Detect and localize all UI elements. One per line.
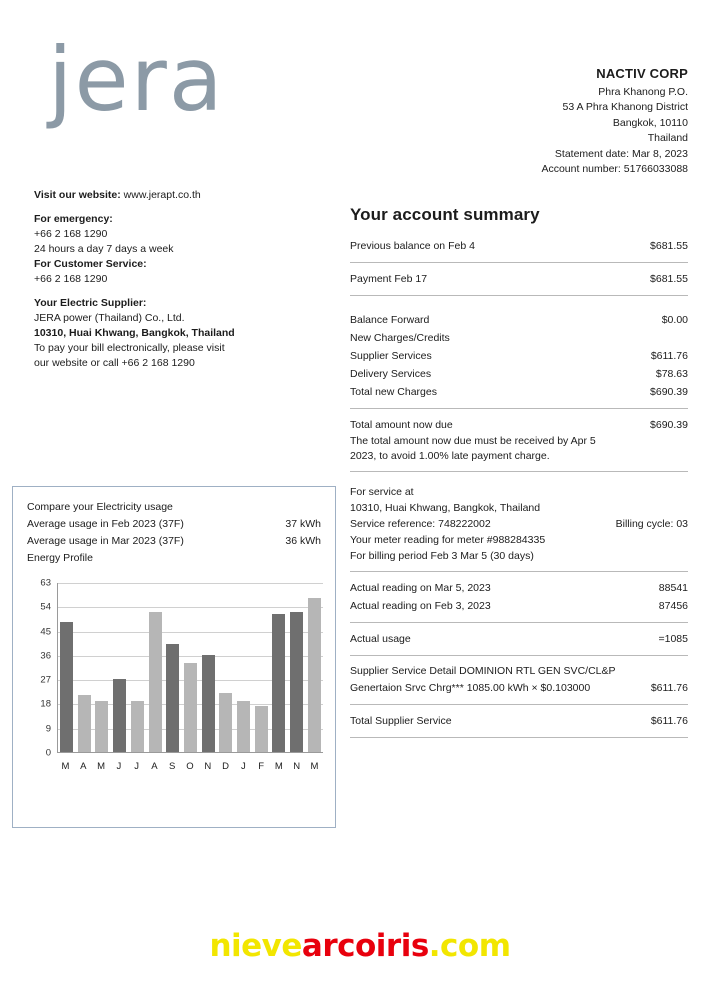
meter-reading-line: Your meter reading for meter #988284335 (350, 534, 546, 546)
chart-x-axis (57, 761, 323, 772)
x-tick-label: D (222, 761, 229, 772)
emergency-hours: 24 hours a day 7 days a week (34, 243, 174, 255)
x-tick-label: N (204, 761, 212, 772)
x-tick-label: J (134, 761, 139, 772)
address-line-3: Bangkok, 10110 (612, 116, 688, 129)
x-tick-label: S (169, 761, 176, 772)
statement-date: Statement date: Mar 8, 2023 (554, 147, 688, 160)
chart-bar (308, 598, 321, 752)
summary-row (350, 347, 688, 365)
chart-bar (78, 695, 91, 752)
reading-value: 87456 (658, 600, 688, 612)
for-service-at-label: For service at (350, 486, 414, 498)
chart-bar (131, 701, 144, 752)
x-tick-label: M (97, 761, 106, 772)
summary-row-label: Supplier Services (350, 350, 432, 362)
chart-plot (57, 583, 323, 753)
summary-row-label: Payment Feb 17 (350, 273, 428, 285)
summary-row-label: Delivery Services (350, 368, 432, 380)
average-usage-value: 36 kWh (285, 535, 321, 547)
contact-info-column (34, 188, 324, 380)
address-line-2: 53 A Phra Khanong District (562, 101, 688, 113)
account-summary-title: Your account summary (350, 205, 540, 224)
summary-row-value: $681.55 (650, 240, 688, 252)
customer-service-phone: +66 2 168 1290 (34, 273, 108, 285)
reading-value: 88541 (658, 582, 688, 594)
summary-row (350, 383, 688, 401)
chart-bar (113, 679, 126, 752)
y-tick-label: 9 (45, 723, 51, 735)
chart-y-axis (27, 577, 51, 759)
total-supplier-service-value: $611.76 (650, 715, 688, 727)
summary-row-value: $611.76 (650, 350, 688, 362)
summary-row (350, 365, 688, 383)
website-url[interactable]: www.jerapt.co.th (123, 189, 201, 201)
pay-line-2: our website or call +66 2 168 1290 (34, 357, 195, 369)
spacer (350, 303, 688, 311)
chart-bar (166, 644, 179, 752)
average-usage-label: Average usage in Mar 2023 (37F) (27, 535, 184, 547)
average-usage-value: 37 kWh (285, 518, 321, 530)
supplier-title: Your Electric Supplier: (34, 297, 147, 309)
summary-row (350, 270, 688, 288)
service-reference-value: 748222002 (438, 518, 491, 530)
chart-bars (60, 583, 321, 752)
summary-row-value: $0.00 (661, 314, 688, 326)
chart-bar (95, 701, 108, 752)
y-tick-label: 63 (40, 577, 51, 589)
total-amount-due-value: $690.39 (650, 419, 688, 431)
website-label: Visit our website: (34, 189, 121, 201)
y-tick-label: 27 (40, 674, 51, 686)
service-detail-section (350, 484, 688, 745)
x-tick-label: F (258, 761, 264, 772)
average-usage-row (27, 516, 321, 533)
billing-cycle-label-value (616, 516, 688, 532)
account-summary-section (350, 205, 688, 479)
x-tick-label: M (61, 761, 70, 772)
due-note-line-2: 2023, to avoid 1.00% late payment charge. (350, 450, 550, 462)
billing-period-line: For billing period Feb 3 Mar 5 (30 days) (350, 550, 534, 562)
watermark (0, 928, 720, 964)
company-name: NACTIV CORP (596, 66, 688, 81)
chart-bar (237, 701, 250, 752)
chart-bar (272, 614, 285, 752)
chart-bar (290, 612, 303, 752)
service-reference-label-value (350, 516, 491, 532)
reading-label: Actual reading on Mar 5, 2023 (350, 582, 491, 594)
y-tick-label: 54 (40, 601, 51, 613)
customer-service-title: For Customer Service: (34, 258, 147, 270)
emergency-block (34, 212, 324, 287)
generation-charge-value: $611.76 (650, 682, 688, 694)
y-tick-label: 36 (40, 650, 51, 662)
service-reference-label: Service reference: (350, 518, 436, 530)
total-amount-due-label: Total amount now due (350, 419, 453, 431)
account-number: Account number: 51766033088 (541, 163, 688, 175)
divider (350, 571, 688, 572)
summary-row (350, 311, 688, 329)
reading-row (350, 597, 688, 615)
x-tick-label: O (186, 761, 194, 772)
y-tick-label: 18 (40, 698, 51, 710)
total-supplier-service-row (350, 712, 688, 730)
summary-row-label: Total new Charges (350, 386, 437, 398)
service-address: 10310, Huai Khwang, Bangkok, Thailand (350, 502, 541, 514)
summary-row-value: $681.55 (650, 273, 688, 285)
generation-charge-label: Genertaion Srvc Chrg*** 1085.00 kWh × $0.103000 (350, 682, 591, 694)
actual-usage-label: Actual usage (350, 633, 411, 645)
supplier-address: 10310, Huai Khwang, Bangkok, Thailand (34, 327, 235, 339)
emergency-phone: +66 2 168 1290 (34, 228, 108, 240)
energy-profile-label: Energy Profile (27, 552, 93, 564)
chart-bar (202, 655, 215, 752)
supplier-name: JERA power (Thailand) Co., Ltd. (34, 312, 185, 324)
average-usage-label: Average usage in Feb 2023 (37F) (27, 518, 184, 530)
total-amount-due-row (350, 416, 688, 434)
watermark-part-a: nieve (209, 928, 302, 964)
service-reference-row (350, 516, 688, 532)
y-tick-label: 45 (40, 626, 51, 638)
website-line (34, 188, 324, 203)
pay-line-1: To pay your bill electronically, please visit (34, 342, 225, 354)
chart-bar (149, 612, 162, 752)
watermark-part-c: .com (428, 928, 511, 964)
divider (350, 471, 688, 472)
summary-row-label: New Charges/Credits (350, 332, 450, 344)
address-line-4: Thailand (647, 132, 688, 144)
divider (350, 737, 688, 738)
x-tick-label: M (274, 761, 283, 772)
chart-title: Compare your Electricity usage (27, 501, 173, 513)
jera-logo: jera (48, 28, 225, 131)
x-tick-label: A (80, 761, 87, 772)
x-tick-label: N (293, 761, 301, 772)
generation-charge-row (350, 679, 688, 697)
y-tick-label: 0 (45, 747, 51, 759)
summary-row (350, 329, 688, 347)
chart-bar (184, 663, 197, 752)
supplier-block (34, 296, 324, 371)
divider (350, 408, 688, 409)
account-header (358, 66, 688, 178)
emergency-title: For emergency: (34, 213, 113, 225)
chart-header (13, 487, 335, 567)
chart-bar (255, 706, 268, 752)
billing-cycle-value: 03 (676, 518, 688, 530)
divider (350, 295, 688, 296)
divider (350, 704, 688, 705)
summary-row (350, 237, 688, 255)
x-tick-label: A (151, 761, 158, 772)
actual-usage-row (350, 630, 688, 648)
x-tick-label: M (310, 761, 319, 772)
chart-plot-area (27, 577, 323, 789)
chart-bar (60, 622, 73, 752)
due-note-line-1: The total amount now due must be received by Apr 5 (350, 435, 596, 447)
divider (350, 655, 688, 656)
billing-cycle-label: Billing cycle: (615, 518, 674, 530)
reading-label: Actual reading on Feb 3, 2023 (350, 600, 491, 612)
reading-row (350, 579, 688, 597)
divider (350, 622, 688, 623)
watermark-part-b: arcoiris (301, 928, 429, 964)
average-usage-row (27, 533, 321, 550)
summary-row-label: Balance Forward (350, 314, 430, 326)
chart-bar (219, 693, 232, 752)
summary-row-value: $78.63 (655, 368, 688, 380)
summary-row-label: Previous balance on Feb 4 (350, 240, 475, 252)
divider (350, 262, 688, 263)
summary-row-value: $690.39 (650, 386, 688, 398)
total-supplier-service-label: Total Supplier Service (350, 715, 452, 727)
electricity-usage-chart-panel (12, 486, 336, 828)
actual-usage-value: =1085 (658, 633, 688, 645)
supplier-service-detail-title: Supplier Service Detail DOMINION RTL GEN SVC/CL&P (350, 665, 616, 677)
x-tick-label: J (240, 761, 246, 772)
address-line-1: Phra Khanong P.O. (598, 85, 688, 98)
x-tick-label: J (116, 761, 122, 772)
